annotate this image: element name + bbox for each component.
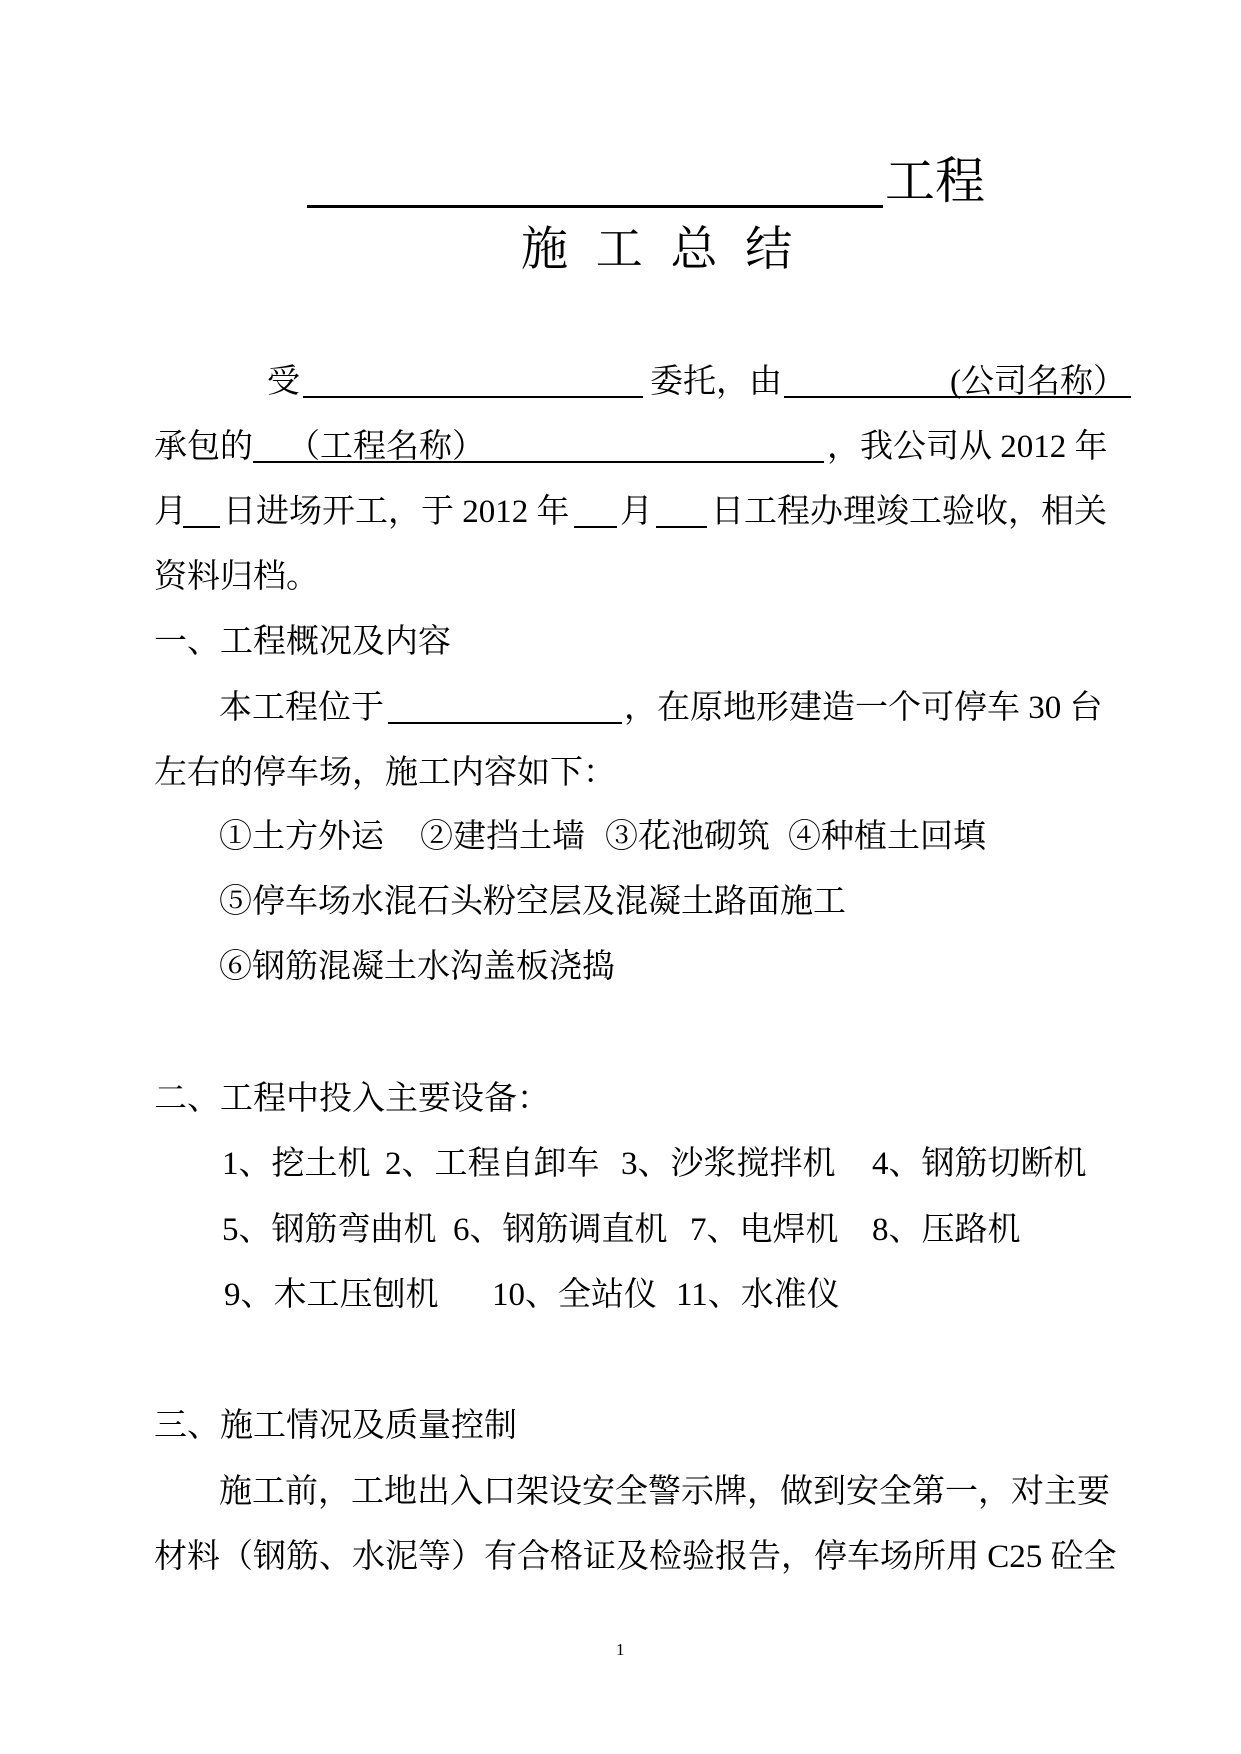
section3-heading: 三、施工情况及质量控制 [154, 1408, 517, 1444]
intro-contract-text: 承包的 [154, 429, 253, 465]
intro-entrusted-by: 受 [267, 364, 300, 400]
task-item: ④种植土回填 [788, 819, 986, 855]
task-row-3 [0, 947, 1241, 987]
equipment-item: 11、水准仪 [676, 1277, 840, 1313]
task-row-1 [0, 817, 1241, 857]
location-suffix: ，在原地形建造一个可停车 30 台 [624, 690, 1103, 726]
equipment-item: 2、工程自卸车 [385, 1146, 600, 1182]
location-blank [388, 722, 622, 724]
intro-line-2 [0, 427, 1241, 467]
start-day-blank [183, 526, 220, 528]
equipment-row-3 [0, 1275, 1241, 1315]
title-suffix: 工程 [885, 153, 985, 209]
section1-content-intro-line [0, 753, 1241, 793]
equipment-item: 9、木工压刨机 [224, 1277, 439, 1313]
equipment-row-1 [0, 1144, 1241, 1184]
equipment-item: 4、钢筋切断机 [872, 1146, 1087, 1182]
section3-heading-line [0, 1406, 1241, 1446]
section1-heading: 一、工程概况及内容 [154, 624, 451, 660]
paragraph-text: 施工前，工地出入口架设安全警示牌，做到安全第一，对主要 [219, 1474, 1110, 1510]
section3-paragraph-line-2 [0, 1537, 1241, 1577]
equipment-item: 3、沙浆搅拌机 [621, 1146, 836, 1182]
equipment-item: 10、全站仪 [492, 1277, 657, 1313]
intro-acceptance-text: 日工程办理竣工验收，相关 [711, 494, 1107, 530]
task-item: ⑥钢筋混凝土水沟盖板浇捣 [219, 949, 615, 985]
section2-heading: 二、工程中投入主要设备： [154, 1081, 550, 1117]
intro-start-text: ，我公司从 2012 年 [827, 429, 1108, 465]
intro-entry-text: 日进场开工，于 2012 年 [223, 494, 570, 530]
section3-paragraph-line-1 [0, 1472, 1241, 1512]
intro-line-3 [0, 492, 1241, 532]
acceptance-day-blank [656, 526, 707, 528]
task-item: ③花池砌筑 [605, 819, 770, 855]
project-name-blank [307, 205, 883, 208]
page-number: 1 [616, 1640, 625, 1659]
document-title: 施 工 总 结 [521, 224, 801, 276]
section1-heading-line [0, 622, 1241, 662]
company-name-placeholder: (公司名称） [950, 364, 1126, 400]
equipment-item: 7、电焊机 [690, 1212, 839, 1248]
intro-line-4 [0, 557, 1241, 597]
task-row-2 [0, 882, 1241, 922]
acceptance-month-blank [574, 526, 617, 528]
task-item: ⑤停车场水混石头粉空层及混凝土路面施工 [219, 884, 846, 920]
section1-location-line [0, 688, 1241, 728]
equipment-item: 8、压路机 [872, 1212, 1021, 1248]
equipment-item: 1、挖土机 [222, 1146, 371, 1182]
task-item: ②建挡土墙 [420, 819, 585, 855]
paragraph-text: 材料（钢筋、水泥等）有合格证及检验报告，停车场所用 C25 砼全 [154, 1539, 1117, 1575]
intro-line-1 [0, 362, 1241, 402]
project-name-placeholder: （工程名称） [287, 429, 485, 465]
equipment-item: 5、钢筋弯曲机 [222, 1212, 437, 1248]
location-prefix: 本工程位于 [219, 690, 384, 726]
task-item: ①土方外运 [219, 819, 384, 855]
section2-heading-line [0, 1079, 1241, 1119]
intro-archive-text: 资料归档。 [154, 559, 319, 595]
equipment-item: 6、钢筋调直机 [453, 1212, 668, 1248]
equipment-row-2 [0, 1210, 1241, 1250]
content-intro: 左右的停车场，施工内容如下： [154, 755, 616, 791]
intro-entrust-text: 委托，由 [650, 364, 782, 400]
intro-month-text-2: 月 [620, 494, 653, 530]
client-name-blank [303, 396, 643, 398]
intro-month-text: 月 [154, 494, 187, 530]
